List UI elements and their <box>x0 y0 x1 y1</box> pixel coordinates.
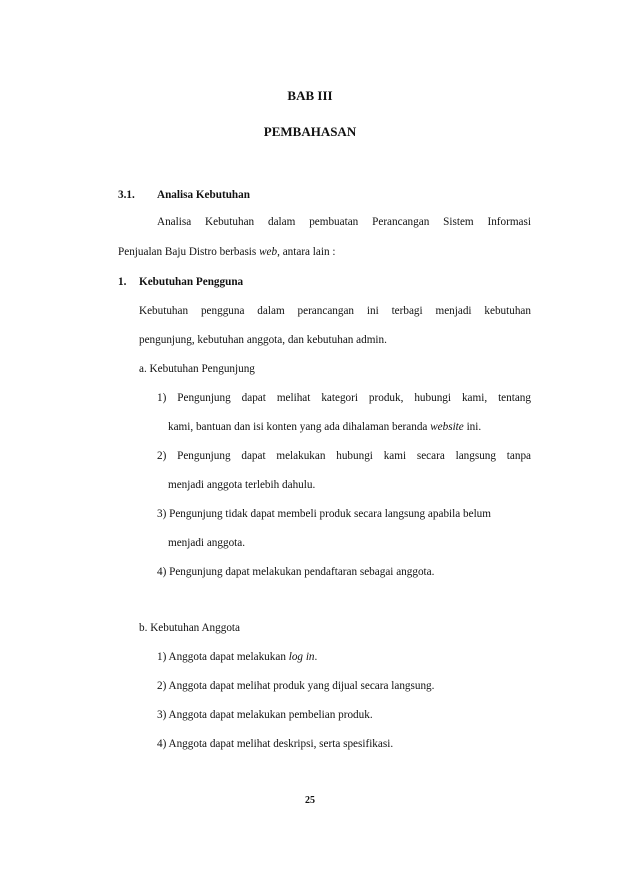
chapter-title: PEMBAHASAN <box>263 124 357 139</box>
sub-a-p2-line1: 2) Pengunjung dapat melakukan hubungi kami secara langsung tanpa <box>157 450 531 462</box>
sub-b-title: b. Kebutuhan Anggota <box>139 622 240 634</box>
sub-a-title: a. Kebutuhan Pengunjung <box>139 363 255 375</box>
item1-para-line1: Kebutuhan pengguna dalam perancangan ini terbagi menjadi kebutuhan <box>139 305 531 317</box>
sub-b-p2: 2) Anggota dapat melihat produk yang dijual secara langsung. <box>157 680 435 692</box>
sub-a-p3-line1: 3) Pengunjung tidak dapat membeli produk secara langsung apabila belum <box>157 508 491 520</box>
chapter-label: BAB III <box>287 88 333 103</box>
sub-a-p4: 4) Pengunjung dapat melakukan pendaftaran sebagai anggota. <box>157 566 435 578</box>
page-number: 25 <box>305 795 315 806</box>
section-title: Analisa Kebutuhan <box>157 189 250 201</box>
sub-b-p3: 3) Anggota dapat melakukan pembelian produk. <box>157 709 373 721</box>
sub-a-p2-line2: menjadi anggota terlebih dahulu. <box>168 479 316 491</box>
sub-b-p4: 4) Anggota dapat melihat deskripsi, serta spesifikasi. <box>157 738 394 750</box>
sub-a-p1-line2: kami, bantuan dan isi konten yang ada dihalaman beranda website ini. <box>168 421 482 433</box>
item1-para-line2: pengunjung, kebutuhan anggota, dan kebutuhan admin. <box>139 334 387 346</box>
sub-b-p1: 1) Anggota dapat melakukan log in. <box>157 651 318 663</box>
section-intro-line2: Penjualan Baju Distro berbasis web, antara lain : <box>118 246 336 258</box>
item1-number: 1. <box>118 276 127 288</box>
sub-a-p3-line2: menjadi anggota. <box>168 537 246 549</box>
item1-title: Kebutuhan Pengguna <box>139 276 244 288</box>
section-intro-line1: Analisa Kebutuhan dalam pembuatan Perancangan Sistem Informasi <box>157 216 531 228</box>
sub-a-p1-line1: 1) Pengunjung dapat melihat kategori produk, hubungi kami, tentang <box>157 392 531 404</box>
section-number: 3.1. <box>118 189 135 201</box>
